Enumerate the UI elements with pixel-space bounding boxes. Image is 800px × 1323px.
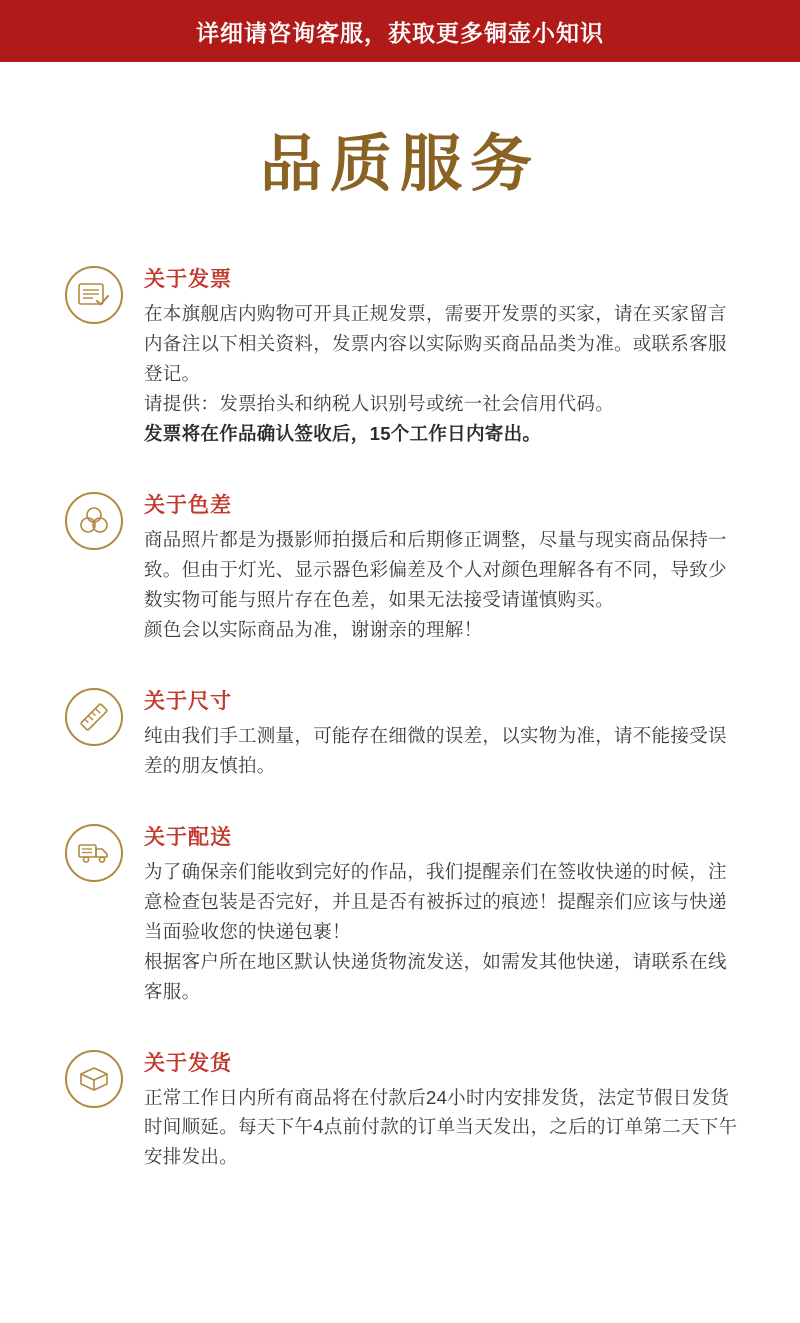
delivery-truck-icon <box>62 821 126 885</box>
section-title: 关于尺寸 <box>144 689 232 713</box>
section-paragraph: 在本旗舰店内购物可开具正规发票，需要开发票的买家，请在买家留言内备注以下相关资料，发票内容以实际购买商品品类为准。或联系客服登记。 <box>144 303 727 384</box>
service-section <box>62 487 740 645</box>
section-title: 关于发票 <box>144 268 232 291</box>
section-paragraph-emphasis: 发票将在作品确认签收后，15个工作日内寄出。 <box>144 422 542 444</box>
service-section <box>62 819 740 1007</box>
service-section <box>62 261 740 449</box>
ruler-icon <box>62 685 126 749</box>
section-body <box>144 819 740 1007</box>
section-title: 关于配送 <box>144 825 232 849</box>
service-section <box>62 1045 740 1173</box>
section-paragraph: 商品照片都是为摄影师拍摄后和后期修正调整，尽量与现实商品保持一致。但由于灯光、显示器色彩偏差及个人对颜色理解各有不同，导致少数实物可能与照片存在色差，如果无法接受请谨慎购买。 <box>144 528 727 610</box>
page-title: 品质服务 <box>259 127 540 200</box>
section-paragraph: 纯由我们手工测量，可能存在细微的误差，以实物为准，请不能接受误差的朋友慎拍。 <box>144 724 727 776</box>
top-banner <box>0 0 800 62</box>
service-sections <box>0 261 800 1172</box>
package-box-icon <box>62 1047 126 1111</box>
service-section <box>62 683 740 781</box>
section-title: 关于色差 <box>144 493 232 517</box>
section-paragraph: 为了确保亲们能收到完好的作品，我们提醒亲们在签收快递的时候，注意检查包装是否完好，并且是否有被拆过的痕迹！提醒亲们应该与快递当面验收您的快递包裹！ <box>144 860 727 942</box>
section-paragraph: 根据客户所在地区默认快递货物流发送，如需发其他快递，请联系在线客服。 <box>144 950 727 1002</box>
section-title: 关于发货 <box>144 1051 232 1075</box>
section-body <box>144 1045 740 1173</box>
banner-text: 详细请咨询客服，获取更多铜壶小知识 <box>196 19 604 46</box>
section-body <box>144 683 740 781</box>
section-paragraph: 请提供：发票抬头和纳税人识别号或统一社会信用代码。 <box>144 392 615 414</box>
section-body <box>144 487 740 645</box>
section-body <box>144 261 740 449</box>
section-paragraph: 颜色会以实际商品为准，谢谢亲的理解！ <box>144 618 483 640</box>
invoice-icon <box>62 263 126 327</box>
section-paragraph: 正常工作日内所有商品将在付款后24小时内安排发货，法定节假日发货时间顺延。每天下午4点前付款的订单当天发出，之后的订单第二天下午安排发出。 <box>144 1086 738 1168</box>
color-circles-icon <box>62 489 126 553</box>
